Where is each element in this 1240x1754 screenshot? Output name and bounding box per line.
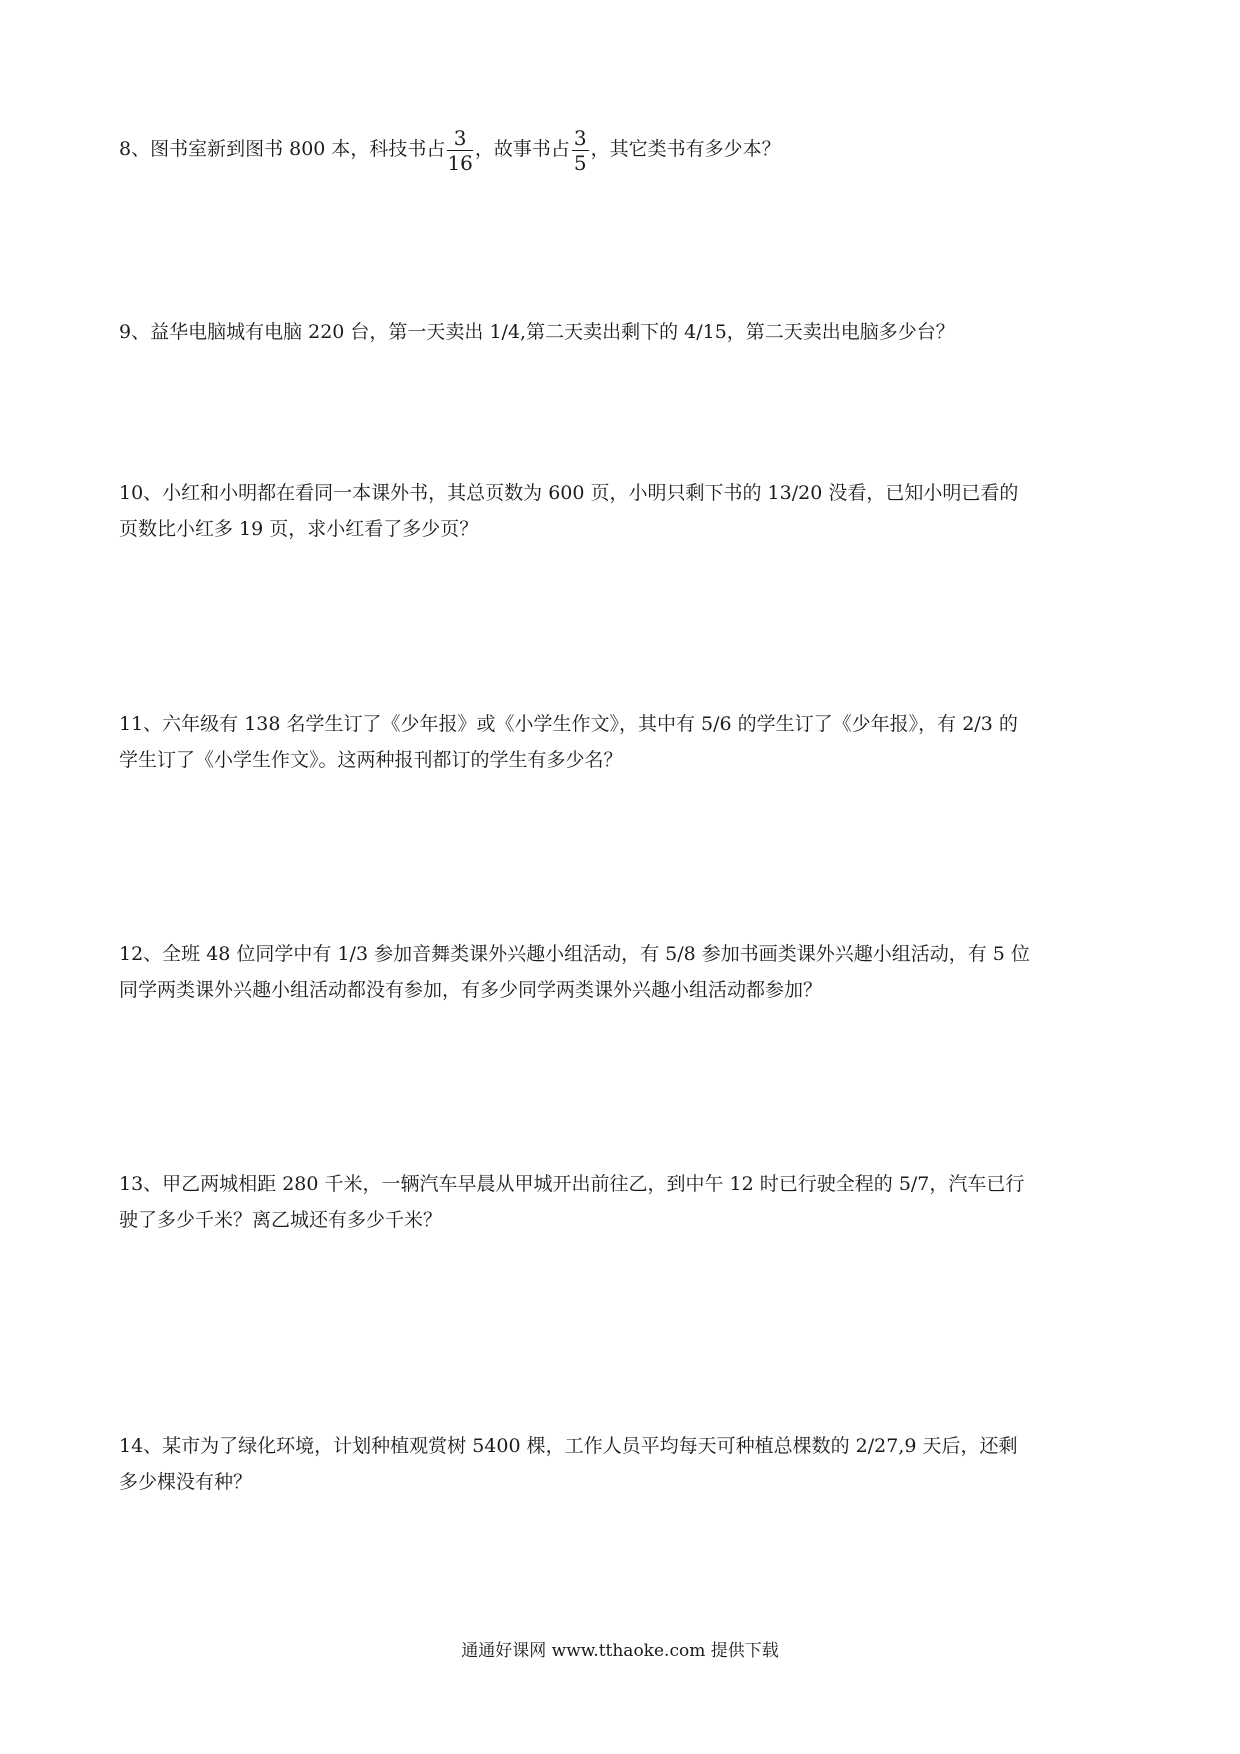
question-11-line-1: 11、六年级有 138 名学生订了《少年报》或《小学生作文》，其中有 5/6 的学生订了《少年报》，有 2/3 的	[119, 713, 1018, 735]
question-12-line-1: 12、全班 48 位同学中有 1/3 参加音舞类课外兴趣小组活动，有 5/8 参加书画类课外兴趣小组活动，有 5 位	[119, 943, 1030, 965]
question-9-line-1: 9、益华电脑城有电脑 220 台，第一天卖出 1/4,第二天卖出剩下的 4/15，第二天卖出电脑多少台？	[119, 321, 955, 343]
question-8-text-b: ，故事书占	[474, 138, 570, 160]
question-11	[119, 706, 1129, 778]
question-13	[119, 1166, 1129, 1238]
question-12	[119, 936, 1129, 1008]
question-13-line-1: 13、甲乙两城相距 280 千米，一辆汽车早晨从甲城开出前往乙，到中午 12 时已行驶全程的 5/7，汽车已行	[119, 1173, 1025, 1195]
question-14-line-1: 14、某市为了绿化环境，计划种植观赏树 5400 棵，工作人员平均每天可种植总棵数的 2/27,9 天后，还剩	[119, 1435, 1018, 1457]
fraction-3-5	[572, 125, 589, 175]
question-8-text-c: ，其它类书有多少本？	[590, 138, 781, 160]
question-10-line-2: 页数比小红多 19 页，求小红看了多少页？	[119, 518, 479, 540]
question-14	[119, 1428, 1129, 1500]
fraction-denominator: 16	[447, 150, 473, 175]
question-14-line-2: 多少棵没有种？	[119, 1471, 253, 1493]
question-8-text-a: 8、图书室新到图书 800 本，科技书占	[119, 138, 446, 160]
question-13-line-2: 驶了多少千米？离乙城还有多少千米？	[119, 1209, 443, 1231]
question-12-line-2: 同学两类课外兴趣小组活动都没有参加，有多少同学两类课外兴趣小组活动都参加？	[119, 979, 823, 1001]
question-10	[119, 475, 1129, 547]
fraction-3-16	[447, 125, 473, 175]
question-8	[119, 126, 1129, 173]
question-10-line-1: 10、小红和小明都在看同一本课外书，其总页数为 600 页，小明只剩下书的 13/20 没看，已知小明已看的	[119, 482, 1019, 504]
question-11-line-2: 学生订了《小学生作文》。这两种报刊都订的学生有多少名？	[119, 749, 623, 771]
question-9	[119, 314, 1129, 350]
fraction-numerator: 3	[447, 128, 472, 151]
fraction-denominator: 5	[573, 150, 587, 175]
page-footer: 通通好课网 www.tthaoke.com 提供下载	[461, 1641, 779, 1661]
fraction-numerator: 3	[573, 125, 587, 150]
